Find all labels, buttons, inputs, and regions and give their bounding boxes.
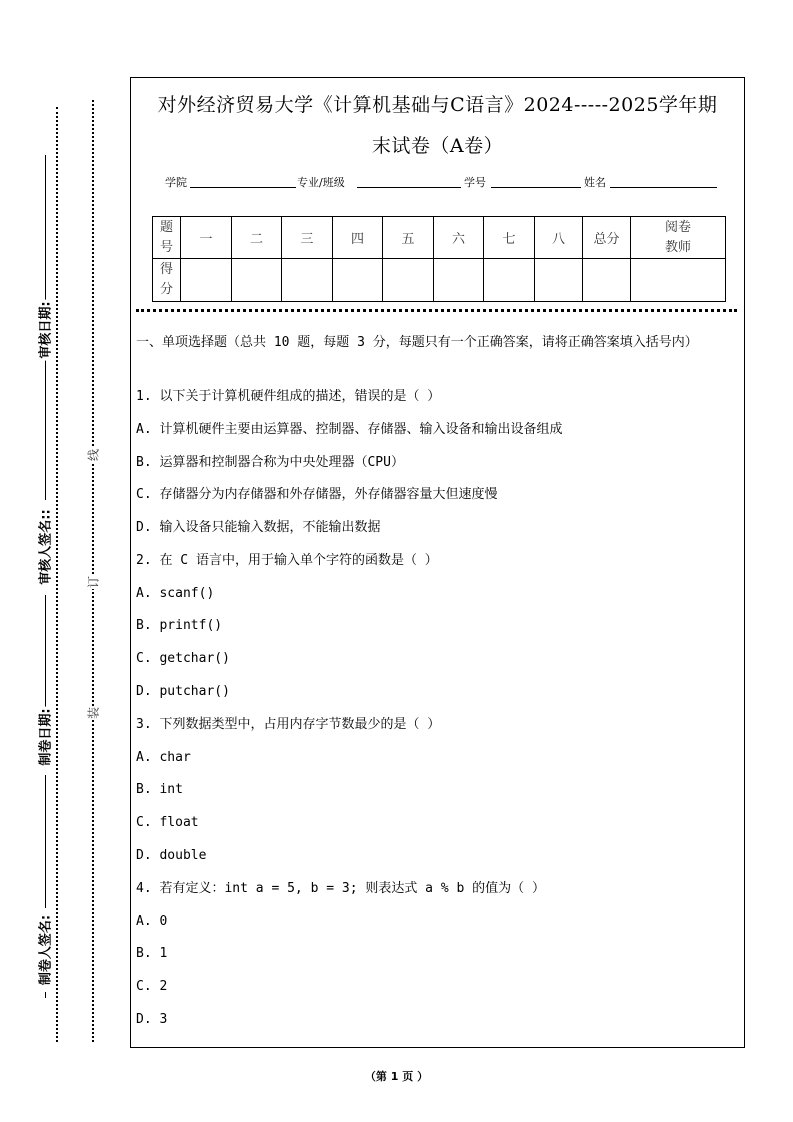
- name-field[interactable]: [610, 187, 717, 188]
- column-header-3: 三: [282, 217, 333, 259]
- header-char: 题: [159, 219, 173, 235]
- college-field[interactable]: [190, 187, 296, 188]
- margin-line: [45, 155, 46, 305]
- score-cell-total[interactable]: [583, 259, 631, 302]
- dotted-cut-line-outer: [92, 100, 94, 1042]
- question-1-stem: 1. 以下关于计算机硬件组成的描述，错误的是（ ）: [136, 389, 441, 404]
- exam-title-line1: 对外经济贸易大学《计算机基础与C语言》2024-----2025学年期: [157, 94, 718, 116]
- question-1-option-a[interactable]: A. 计算机硬件主要由运算器、控制器、存储器、输入设备和输出设备组成: [136, 422, 563, 437]
- question-2-option-b[interactable]: B. printf(): [136, 618, 223, 633]
- exam-frame: [130, 77, 745, 1048]
- page-number: （第 1 页 ）: [364, 1070, 429, 1083]
- question-2-option-d[interactable]: D. putchar(): [136, 684, 230, 699]
- cut-mark-zhuang: 装: [86, 706, 101, 720]
- question-3-option-a[interactable]: A. char: [136, 750, 191, 765]
- margin-line: [45, 992, 46, 998]
- score-cell-4[interactable]: [333, 259, 383, 302]
- question-2-option-a[interactable]: A. scanf(): [136, 586, 215, 601]
- margin-line: [45, 775, 46, 908]
- name-label: 姓名: [584, 176, 606, 189]
- question-4-option-a[interactable]: A. 0: [136, 914, 168, 929]
- score-cell-5[interactable]: [383, 259, 434, 302]
- header-text: 教师: [664, 239, 691, 255]
- column-header-7: 七: [484, 217, 535, 259]
- question-3-option-d[interactable]: D. double: [136, 848, 207, 863]
- score-cell-1[interactable]: [181, 259, 232, 302]
- margin-line: [45, 595, 46, 707]
- question-4-option-d[interactable]: D. 3: [136, 1012, 168, 1027]
- score-table: [152, 216, 726, 302]
- question-3-stem: 3. 下列数据类型中，占用内存字节数最少的是（ ）: [136, 717, 441, 732]
- score-cell-6[interactable]: [434, 259, 484, 302]
- grader-header: [631, 217, 726, 259]
- column-header-total: 总分: [583, 217, 631, 259]
- paper-author-signature-label: 制卷人签名:: [35, 913, 54, 987]
- question-2-option-c[interactable]: C. getchar(): [136, 651, 230, 666]
- review-date-label: 审核日期:: [35, 299, 54, 360]
- column-header-4: 四: [333, 217, 383, 259]
- major-class-field[interactable]: [357, 187, 461, 188]
- score-cell-8[interactable]: [535, 259, 583, 302]
- header-text: 阅卷: [664, 219, 691, 235]
- score-table-score-row: [153, 259, 726, 302]
- college-label: 学院: [165, 176, 187, 189]
- student-id-field[interactable]: [491, 187, 581, 188]
- question-number-header: [153, 217, 181, 259]
- cut-mark-xian: 线: [86, 448, 101, 462]
- column-header-5: 五: [383, 217, 434, 259]
- dotted-separator: [136, 309, 737, 312]
- question-4-option-b[interactable]: B. 1: [136, 946, 168, 961]
- reviewer-signature-label: 审核人签名::: [35, 507, 54, 586]
- column-header-2: 二: [232, 217, 282, 259]
- section-heading: 一、单项选择题（总共 10 题，每题 3 分，每题只有一个正确答案，请将正确答案填入括号内）: [136, 335, 698, 350]
- question-4-stem: 4. 若有定义：int a = 5, b = 3; 则表达式 a % b 的值为（ ）: [136, 881, 545, 896]
- exam-title-line2: 末试卷（A卷）: [371, 135, 504, 157]
- header-char: 分: [159, 282, 173, 297]
- column-header-8: 八: [535, 217, 583, 259]
- student-id-label: 学号: [464, 176, 486, 189]
- question-2-stem: 2. 在 C 语言中，用于输入单个字符的函数是（ ）: [136, 553, 438, 568]
- grader-signature-cell[interactable]: [631, 259, 726, 302]
- question-1-option-c[interactable]: C. 存储器分为内存储器和外存储器，外存储器容量大但速度慢: [136, 487, 498, 502]
- student-info-row: [131, 172, 744, 192]
- score-table-header-row: [153, 217, 726, 259]
- column-header-1: 一: [181, 217, 232, 259]
- header-char: 号: [159, 239, 173, 255]
- question-3-option-b[interactable]: B. int: [136, 782, 183, 797]
- question-1-option-b[interactable]: B. 运算器和控制器合称为中央处理器（CPU）: [136, 455, 404, 470]
- question-1-option-d[interactable]: D. 输入设备只能输入数据，不能输出数据: [136, 520, 381, 535]
- score-cell-3[interactable]: [282, 259, 333, 302]
- column-header-6: 六: [434, 217, 484, 259]
- score-row-header: [153, 259, 181, 302]
- major-class-label: 专业/班级: [297, 176, 345, 189]
- cut-mark-ding: 订: [86, 575, 101, 589]
- header-char: 得: [159, 262, 173, 277]
- score-cell-2[interactable]: [232, 259, 282, 302]
- dotted-cut-line-inner: [56, 107, 58, 1042]
- question-4-option-c[interactable]: C. 2: [136, 979, 168, 994]
- paper-date-label: 制卷日期:: [35, 706, 54, 767]
- question-3-option-c[interactable]: C. float: [136, 815, 199, 830]
- score-cell-7[interactable]: [484, 259, 535, 302]
- margin-line: [45, 355, 46, 500]
